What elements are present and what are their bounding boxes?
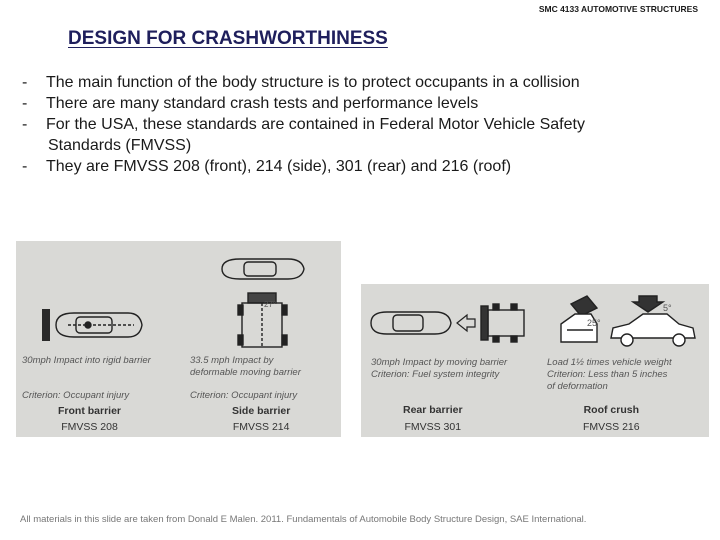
roof-angle-a-label: 25°	[587, 318, 601, 328]
front-barrier-name: Front barrier	[58, 405, 122, 417]
impact-arrow-shape	[457, 315, 475, 331]
rear-test-description: 30mph Impact by moving barrier	[371, 357, 508, 368]
side-test-description: 33.5 mph Impact by deformable moving barrier	[190, 355, 301, 378]
side-test-criterion: Criterion: Occupant injury	[190, 390, 298, 401]
roof-crush-name: Roof crush	[583, 404, 640, 416]
front-test-criterion: Criterion: Occupant injury	[22, 390, 130, 401]
side-barrier-caption	[232, 405, 290, 434]
bullet-text: They are FMVSS 208 (front), 214 (side), 301 (rear) and 216 (roof)	[46, 158, 512, 175]
bullet-text: The main function of the body structure is to protect occupants in a collision	[46, 74, 580, 91]
rear-moving-barrier-shape	[481, 304, 524, 342]
bullet-item	[22, 114, 702, 135]
crash-test-figure-rear-roof	[361, 284, 709, 437]
bullet-item	[22, 93, 702, 114]
side-barrier-name: Side barrier	[232, 405, 291, 417]
bullet-dash: -	[22, 116, 28, 133]
bullet-dash: -	[22, 74, 28, 91]
bullet-item	[22, 72, 702, 93]
bullet-dash: -	[22, 158, 28, 175]
rear-barrier-caption	[403, 404, 463, 434]
front-car-shape	[56, 313, 142, 337]
side-barrier-standard: FMVSS 214	[232, 421, 290, 433]
rear-barrier-standard: FMVSS 301	[404, 421, 462, 433]
rear-barrier-name: Rear barrier	[403, 404, 463, 416]
roof-test-description: Load 1½ times vehicle weight	[547, 357, 672, 368]
source-footer: All materials in this slide are taken from Donald E Malen. 2011. Fundamentals of Automobile Body Structure Design, SAE International.	[20, 514, 587, 525]
bullet-item	[22, 156, 702, 177]
front-barrier-caption	[58, 405, 121, 434]
roof-plate-side-shape	[611, 296, 695, 346]
side-target-car-shape	[222, 259, 304, 279]
bullet-list	[22, 72, 702, 177]
slide-title: DESIGN FOR CRASHWORTHINESS	[68, 28, 388, 49]
front-test-description: 30mph Impact into rigid barrier	[22, 355, 151, 366]
roof-angle-b-label: 5°	[663, 303, 672, 313]
moving-barrier-shape	[238, 293, 287, 347]
rigid-barrier-shape	[42, 309, 50, 341]
course-code: SMC 4133 AUTOMOTIVE STRUCTURES	[538, 4, 698, 14]
bullet-continuation: Standards (FMVSS)	[48, 137, 192, 154]
bullet-text: There are many standard crash tests and performance levels	[46, 95, 479, 112]
side-angle-label: 27°	[264, 300, 277, 309]
rear-car-shape	[371, 312, 451, 334]
crash-test-figure-front-side	[16, 241, 341, 437]
bullet-dash: -	[22, 95, 28, 112]
roof-test-criterion: Criterion: Less than 5 inches of deformation	[547, 369, 668, 392]
bullet-text: For the USA, these standards are contained in Federal Motor Vehicle Safety	[46, 116, 585, 133]
roof-crush-standard: FMVSS 216	[583, 421, 640, 433]
roof-crush-caption	[583, 404, 640, 434]
rear-test-criterion: Criterion: Fuel system integrity	[371, 369, 500, 380]
front-barrier-standard: FMVSS 208	[61, 421, 118, 433]
